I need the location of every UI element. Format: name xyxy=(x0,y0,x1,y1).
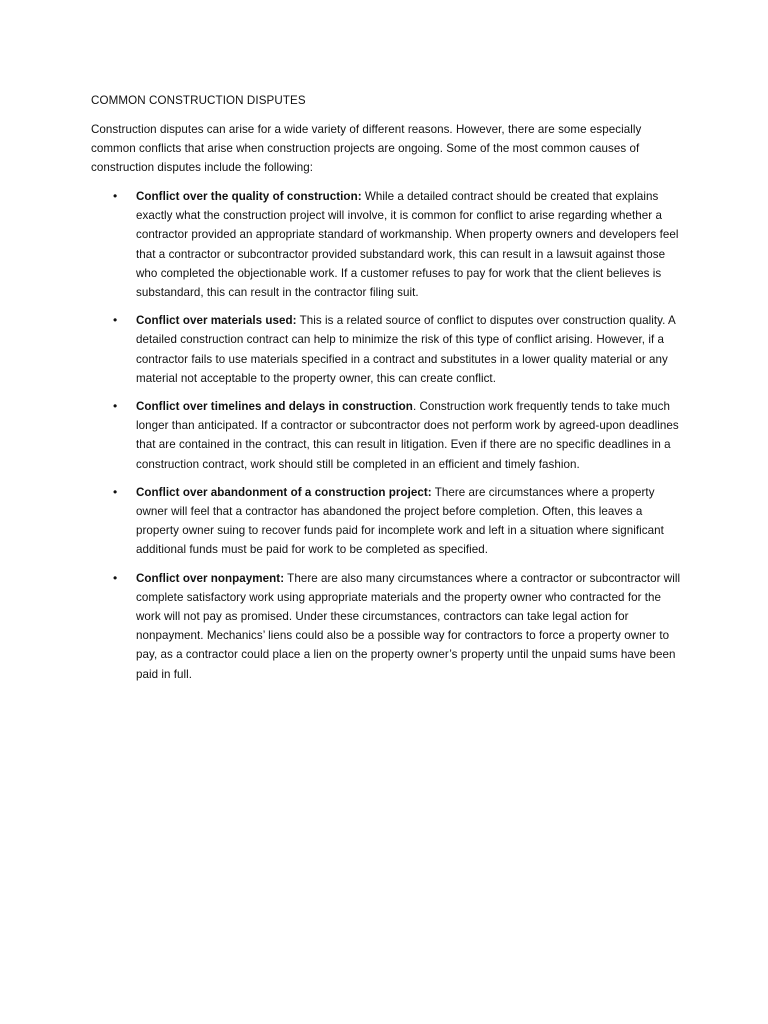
list-item-body: This is a related source of conflict to disputes over construction quality. A detailed construction contract can help to minimize the risk of this type of conflict arising. However, if a contractor fails to use materials specified in a contract and substitutes in a lower quality material or any material not acceptable to the property owner, this can create conflict. xyxy=(136,314,676,385)
document-page xyxy=(91,93,681,693)
list-item-heading: Conflict over the quality of construction: xyxy=(136,190,362,203)
list-item xyxy=(91,483,681,560)
list-item-body: While a detailed contract should be created that explains exactly what the construction project will involve, it is common for conflict to arise regarding whether a contractor provided an appropriate standard of workmanship. When property owners and developers feel that a contractor or subcontractor provided substandard work, this can result in a lawsuit against those who completed the objectionable work. If a customer refuses to pay for work that the client believes is substandard, this can result in the contractor filing suit. xyxy=(136,190,679,300)
list-item-heading: Conflict over abandonment of a construction project: xyxy=(136,485,432,499)
list-item-heading: Conflict over timelines and delays in construction xyxy=(136,400,413,414)
list-item-body: There are circumstances where a property owner will feel that a contractor has abandoned the project before completion. Often, this leaves a property owner suing to recover funds paid for incomplete work and left in a situation where significant additional funds must be paid for work to be completed as specified. xyxy=(136,485,664,557)
list-item-heading: Conflict over nonpayment: xyxy=(136,571,285,585)
bullet-icon: • xyxy=(113,399,118,414)
bullet-icon: • xyxy=(113,189,118,203)
intro-paragraph: Construction disputes can arise for a wide variety of different reasons. However, there are some especially common conflicts that arise when construction projects are ongoing. Some of the most common causes of construction disputes include the following: xyxy=(91,123,642,174)
bullet-icon: • xyxy=(113,484,118,499)
list-item-heading: Conflict over materials used: xyxy=(136,314,297,328)
list-item xyxy=(91,397,681,474)
document-title: COMMON CONSTRUCTION DISPUTES xyxy=(91,94,306,107)
list-item-body: . Construction work frequently tends to take much longer than anticipated. If a contractor or subcontractor does not perform work by agreed-upon deadlines that are contained in the contract, this can result in litigation. Even if there are no specific deadlines in a construction contract, work should still be completed in an efficient and timely fashion. xyxy=(136,400,679,471)
list-item xyxy=(91,187,681,302)
list-item xyxy=(91,311,681,388)
list-item xyxy=(91,569,681,684)
list-item-body: There are also many circumstances where a contractor or subcontractor will complete satisfactory work using appropriate materials and the property owner who contracted for the work will not pay as promised. Under these circumstances, contractors can take legal action for nonpayment. Mechanics’ liens could also be a possible way for contractors to force a property owner to pay, as a contractor could place a lien on the property owner’s property until the unpaid sums have been paid in full. xyxy=(136,571,681,681)
disputes-list xyxy=(91,187,681,684)
bullet-icon: • xyxy=(113,570,118,585)
bullet-icon: • xyxy=(113,313,118,328)
